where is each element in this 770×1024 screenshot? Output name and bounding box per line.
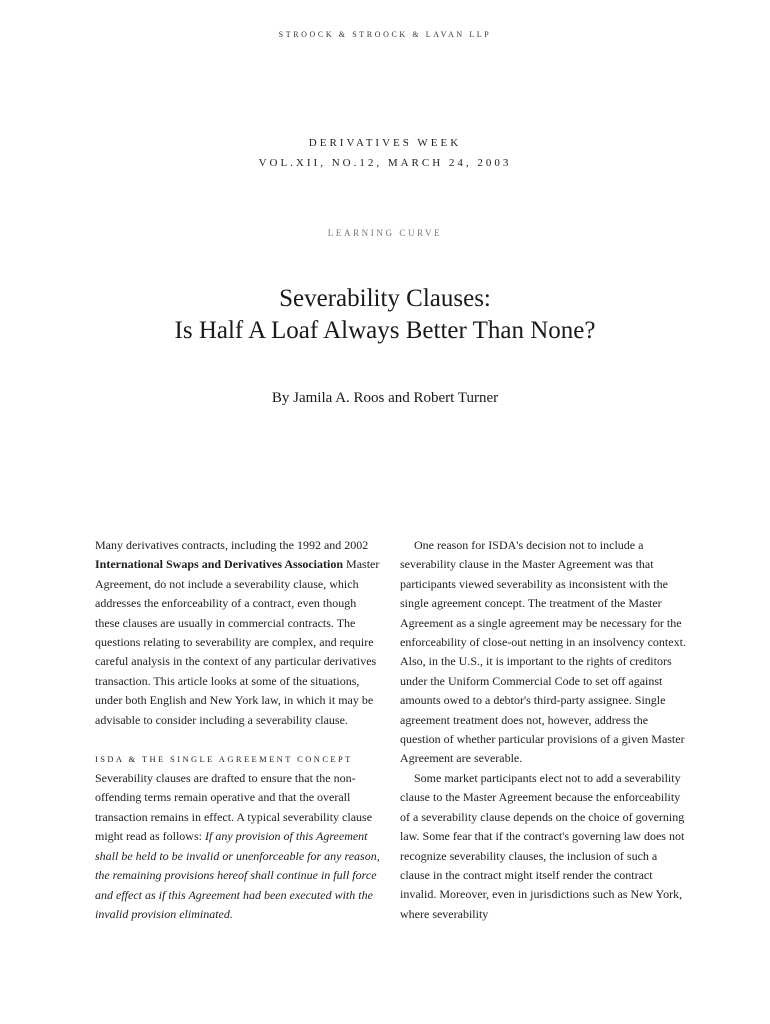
left-column (95, 536, 382, 924)
publication-issue: VOL.XII, NO.12, MARCH 24, 2003 (258, 157, 512, 169)
clause-example: If any provision of this Agreement shall be held to be invalid or unenforceable for any reason, the remaining provisions hereof shall continue in full force and effect as if this Agreement had been executed with the invalid provision eliminated. (95, 829, 380, 921)
section-subhead: ISDA & THE SINGLE AGREEMENT CONCEPT (95, 754, 353, 765)
isda-name: International Swaps and Derivatives Association (95, 557, 344, 572)
article-title (0, 283, 770, 347)
title-line-1: Severability Clauses: (279, 285, 491, 312)
section-label: LEARNING CURVE (327, 228, 443, 238)
intro-text-2: Master Agreement, do not include a severability clause, which addresses the enforceability of a contract, even though these clauses are usually in commercial contracts. The questions relating to severability are complex, and require careful analysis in the context of any particular derivatives transaction. This article looks at some of the situations, under both English and New York law, in which it may be advisable to consider including a severability clause. (95, 557, 380, 727)
market-participants-paragraph: Some market participants elect not to add a severability clause to the Master Agreement because the enforceability of a severability clause depends on the choice of governing law. Some fear that if the contract's governing law does not recognize severability clauses, the inclusion of such a clause in the contract might itself render the contract invalid. Moreover, even in jurisdictions such as New York, where severability (400, 770, 685, 921)
title-line-2: Is Half A Loaf Always Better Than None? (174, 317, 596, 344)
publication-name: DERIVATIVES WEEK (308, 137, 462, 149)
firm-name: STROOCK & STROOCK & LAVAN LLP (278, 30, 492, 39)
severability-paragraph (95, 769, 382, 924)
intro-text-1: Many derivatives contracts, including the 1992 and 2002 (95, 538, 369, 552)
severability-text: Severability clauses are drafted to ensure that the non-offending terms remain operative and that the overall transaction remains in effect. A typical severability clause might read as follows: (95, 771, 373, 844)
isda-reason-paragraph: One reason for ISDA's decision not to include a severability clause in the Master Agreement was that participants viewed severability as inconsistent with the single agreement concept. The treatment of the Master Agreement as a single agreement may be necessary for the enforceability of close-out netting in an insolvency context. Also, in the U.S., it is important to the rights of creditors under the Uniform Commercial Code to set off against amounts owed to a debtor's third-party assignee. Single agreement treatment does not, however, address the question of whether particular provisions of a given Master Agreement are severable. (400, 538, 686, 766)
right-column (400, 536, 687, 924)
intro-paragraph (95, 536, 382, 730)
article-byline: By Jamila A. Roos and Robert Turner (271, 390, 499, 406)
